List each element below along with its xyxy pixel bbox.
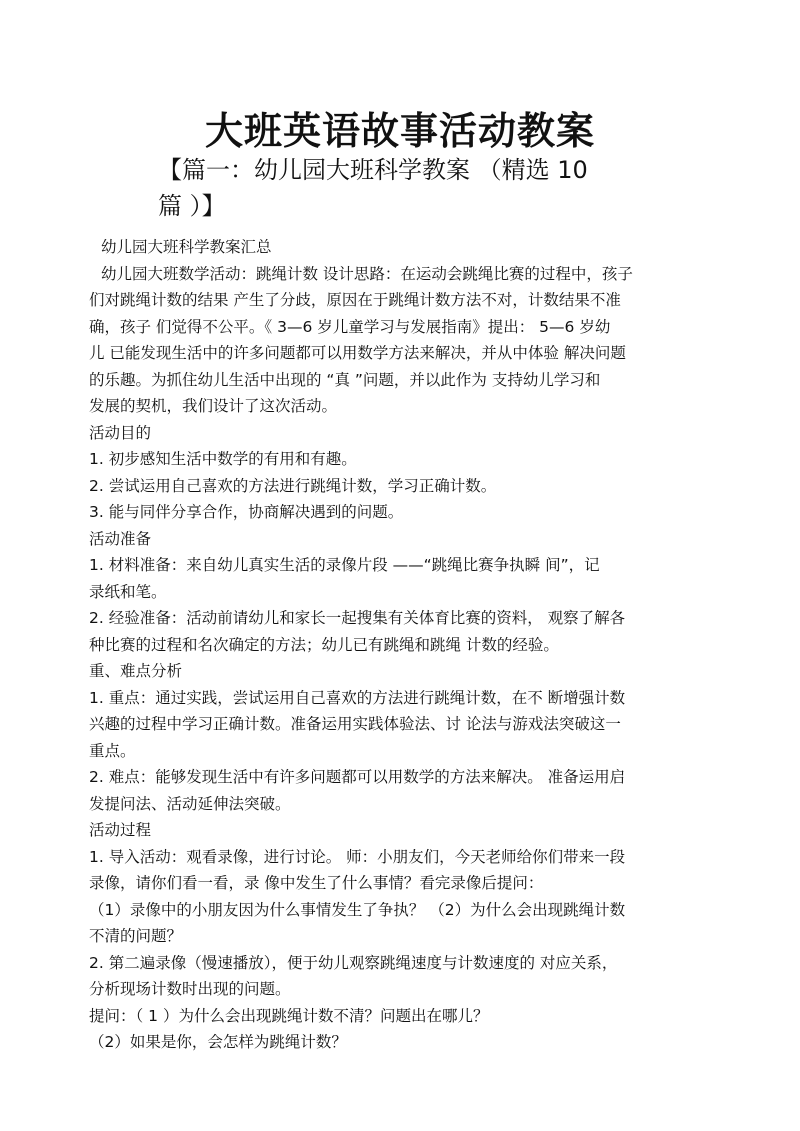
body-line: 1. 初步感知生活中数学的有用和有趣。 bbox=[89, 450, 357, 468]
section-heading-line: 篇 ）】 bbox=[158, 192, 226, 220]
body-line: 分析现场计数时出现的问题。 bbox=[89, 980, 291, 998]
body-line: 发展的契机，我们设计了这次活动。 bbox=[89, 397, 338, 415]
body-line: 3. 能与同伴分享合作，协商解决遇到的问题。 bbox=[89, 503, 404, 521]
body-line: 种比赛的过程和名次确定的方法；幼儿已有跳绳和跳绳 计数的经验。 bbox=[89, 635, 559, 654]
section-heading-line: 【篇一：幼儿园大班科学教案 （精选 10 bbox=[158, 156, 588, 184]
body-line: 不清的问题？ bbox=[89, 927, 183, 945]
section-label: 活动准备 bbox=[89, 529, 152, 548]
body-line: 1. 材料准备：来自幼儿真实生活的录像片段 ——“跳绳比赛争执瞬 间”，记 bbox=[89, 556, 600, 574]
body-line: 录纸和笔。 bbox=[89, 582, 167, 601]
section-label: 活动目的 bbox=[89, 423, 152, 442]
body-line: 的乐趣。为抓住幼儿生活中出现的 “真 ”问题，并以此作为 支持幼儿学习和 bbox=[89, 370, 601, 389]
body-line: 录像，请你们看一看，录 像中发生了什么事情？看完录像后提问： bbox=[89, 874, 544, 892]
body-line: 兴趣的过程中学习正确计数。准备运用实践体验法、讨 论法与游戏法突破这一 bbox=[89, 715, 621, 733]
section-label: 重、难点分析 bbox=[89, 662, 183, 680]
body-line: 1. 重点：通过实践，尝试运用自己喜欢的方法进行跳绳计数，在不 断增强计数 bbox=[89, 688, 626, 707]
document-title: 大班英语故事活动教案 bbox=[204, 109, 595, 153]
body-line: 们对跳绳计数的结果 产生了分歧，原因在于跳绳计数方法不对，计数结果不准 bbox=[89, 291, 621, 309]
body-line: 儿 已能发现生活中的许多问题都可以用数学方法来解决，并从中体验 解决问题 bbox=[89, 344, 626, 362]
body-line: 幼儿园大班科学教案汇总 bbox=[101, 238, 272, 256]
body-line: 2. 第二遍录像（慢速播放），便于幼儿观察跳绳速度与计数速度的 对应关系， bbox=[89, 953, 618, 972]
body-line: 2. 难点：能够发现生活中有许多问题都可以用数学的方法来解决。 准备运用启 bbox=[89, 768, 626, 786]
body-line: （2）如果是你，会怎样为跳绳计数？ bbox=[89, 1033, 347, 1051]
body-line: （1）录像中的小朋友因为什么事情发生了争执？ （2）为什么会出现跳绳计数 bbox=[89, 900, 626, 919]
body-line: 提问：（ 1 ）为什么会出现跳绳计数不清？问题出在哪儿？ bbox=[89, 1006, 489, 1025]
body-line: 重点。 bbox=[89, 741, 136, 760]
body-line: 幼儿园大班数学活动：跳绳计数 设计思路：在运动会跳绳比赛的过程中，孩子 bbox=[101, 264, 633, 283]
document-body bbox=[89, 234, 714, 1056]
body-line: 2. 尝试运用自己喜欢的方法进行跳绳计数，学习正确计数。 bbox=[89, 476, 497, 495]
body-line: 2. 经验准备：活动前请幼儿和家长一起搜集有关体育比赛的资料， 观察了解各 bbox=[89, 609, 626, 627]
body-line: 确，孩子 们觉得不公平。《 3—6 岁儿童学习与发展指南》提出： 5—6 岁幼 bbox=[89, 317, 611, 336]
body-line: 发提问法、活动延伸法突破。 bbox=[89, 794, 291, 813]
section-label: 活动过程 bbox=[89, 821, 152, 839]
section-heading bbox=[158, 152, 678, 224]
body-line: 1. 导入活动：观看录像，进行讨论。 师：小朋友们，今天老师给你们带来一段 bbox=[89, 847, 626, 866]
